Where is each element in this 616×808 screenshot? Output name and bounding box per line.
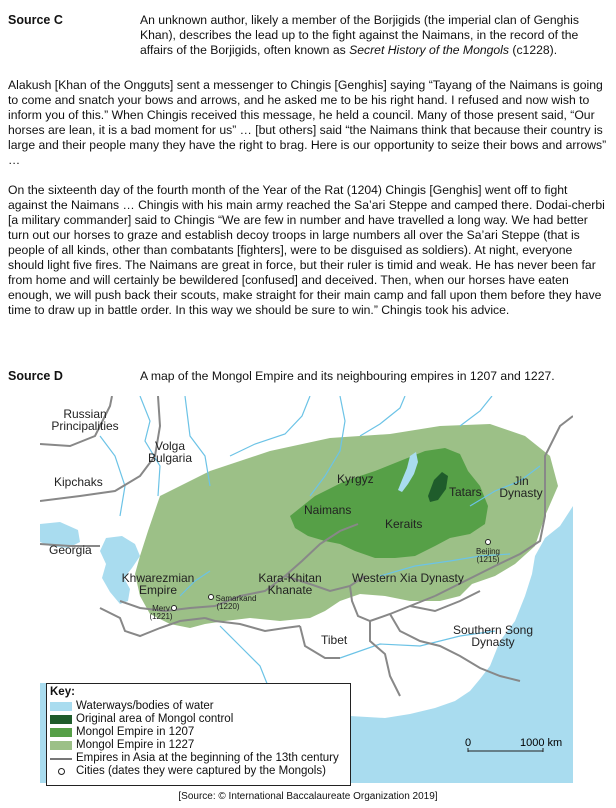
- map-key: [46, 683, 351, 786]
- key-label-borders: Empires in Asia at the beginning of the 13th century: [76, 752, 339, 764]
- scale-zero-label: 0: [465, 737, 472, 749]
- city-samarkand-label: Samarkand (1220): [215, 594, 257, 611]
- source-c-intro-title: Secret History of the Mongols: [349, 43, 509, 57]
- label-kipchaks: Kipchaks: [54, 475, 103, 489]
- key-swatch-empire-1207: [50, 728, 72, 737]
- key-item-original-area: [47, 713, 350, 726]
- key-label-empire-1227: Mongol Empire in 1227: [76, 739, 195, 751]
- key-item-empire-1227: [47, 739, 350, 752]
- source-c-paragraph-2: On the sixteenth day of the fourth month of the Year of the Rat (1204) Chingis [Genghis] went off to fight against the Naimans … Chingis with his main army reached the Sa’ari Steppe and camped there. Dodai-cherbi [a military commander] said to Chingis “We are few in number and have travelled a long way. We had better turn out our horses to graze and establish decoy troops in large numbers all over the Sa’ari Steppe (that is people of all kinds, other than combatants [fighters], were to be disguised as soldiers). At night, everyone should light five fires. The Naimans are great in force, but their ruler is timid and weak. He has never been far from home and will certainly be bewildered [confused] and deceived. Then, when our horses have eaten enough, we will push back their scouts, make straight for their main camp and fall upon them before they have time to draw up in battle order. In this way we should be sure to win.” Chingis took his advice.: [8, 183, 605, 317]
- city-merv-label: Merv (1221): [149, 604, 173, 621]
- label-tibet: Tibet: [321, 633, 348, 647]
- source-c-label: Source C: [8, 13, 63, 27]
- label-southern-song-dynasty: Southern Song Dynasty: [452, 623, 534, 649]
- label-tatars: Tatars: [449, 485, 482, 499]
- source-c-intro-part1: An unknown author, likely a member of the Borjigids (the imperial clan of Genghis Khan), describes the lead up to the fight against the Naimans, in the record of the affairs of the Borjigids, often known as: [140, 13, 579, 57]
- key-label-original-area: Original area of Mongol control: [76, 713, 234, 725]
- label-russian-principalities: Russian Principalities: [51, 407, 119, 433]
- label-georgia: Georgia: [49, 543, 92, 557]
- label-naimans: Naimans: [304, 503, 352, 517]
- key-line-borders: [50, 758, 72, 760]
- source-c-intro: [140, 13, 610, 58]
- scale-distance-label: 1000 km: [520, 737, 563, 749]
- label-kara-khitan-khanate: Kara-Khitan Khanate: [258, 571, 322, 597]
- source-d-label: Source D: [8, 369, 63, 383]
- city-samarkand-marker: [209, 595, 214, 600]
- source-d-intro: A map of the Mongol Empire and its neighbouring empires in 1207 and 1227.: [140, 369, 555, 383]
- key-item-water: [47, 700, 350, 713]
- scale-bar: [465, 735, 573, 755]
- city-beijing-label: Beijing (1215): [475, 547, 501, 564]
- city-merv-marker: [172, 606, 177, 611]
- source-c-intro-part2: (c1228).: [509, 43, 558, 57]
- key-swatch-original-area: [50, 715, 72, 724]
- source-c-paragraph-1: Alakush [Khan of the Ongguts] sent a messenger to Chingis [Genghis] saying “Tayang of the Naimans is going to come and snatch your bows and arrows, and he asked me to be his right hand. I refused and now wish to inform you of this.” When Chingis received this message, he held a council. Many of those present said, “Our horses are lean, it is a bad moment for us” … [but others] said “the Naimans think that because their country is large and their people many they have the right to brag. Here is our opportunity to seize their bows and arrows” …: [8, 78, 607, 167]
- key-label-water: Waterways/bodies of water: [76, 700, 214, 712]
- label-jin-dynasty: Jin Dynasty: [499, 474, 543, 500]
- label-keraits: Keraits: [385, 517, 423, 531]
- label-khwarezmian-empire: Khwarezmian Empire: [121, 571, 195, 597]
- key-label-empire-1207: Mongol Empire in 1207: [76, 726, 195, 738]
- key-city-dot-icon: [50, 768, 72, 775]
- label-western-xia-dynasty: Western Xia Dynasty: [352, 571, 464, 585]
- city-merv: [149, 604, 176, 621]
- key-swatch-empire-1227: [50, 741, 72, 750]
- key-title: Key:: [50, 686, 75, 698]
- key-item-empire-1207: [47, 726, 350, 739]
- source-citation: [Source: © International Baccalaureate Organization 2019]: [178, 791, 438, 802]
- key-label-cities: Cities (dates they were captured by the Mongols): [76, 765, 326, 777]
- label-kyrgyz: Kyrgyz: [337, 472, 374, 486]
- city-beijing-marker: [486, 540, 491, 545]
- key-item-cities: [47, 765, 350, 778]
- key-swatch-water: [50, 702, 72, 711]
- label-volga-bulgaria: Volga Bulgaria: [147, 439, 193, 465]
- key-item-borders: [47, 752, 350, 765]
